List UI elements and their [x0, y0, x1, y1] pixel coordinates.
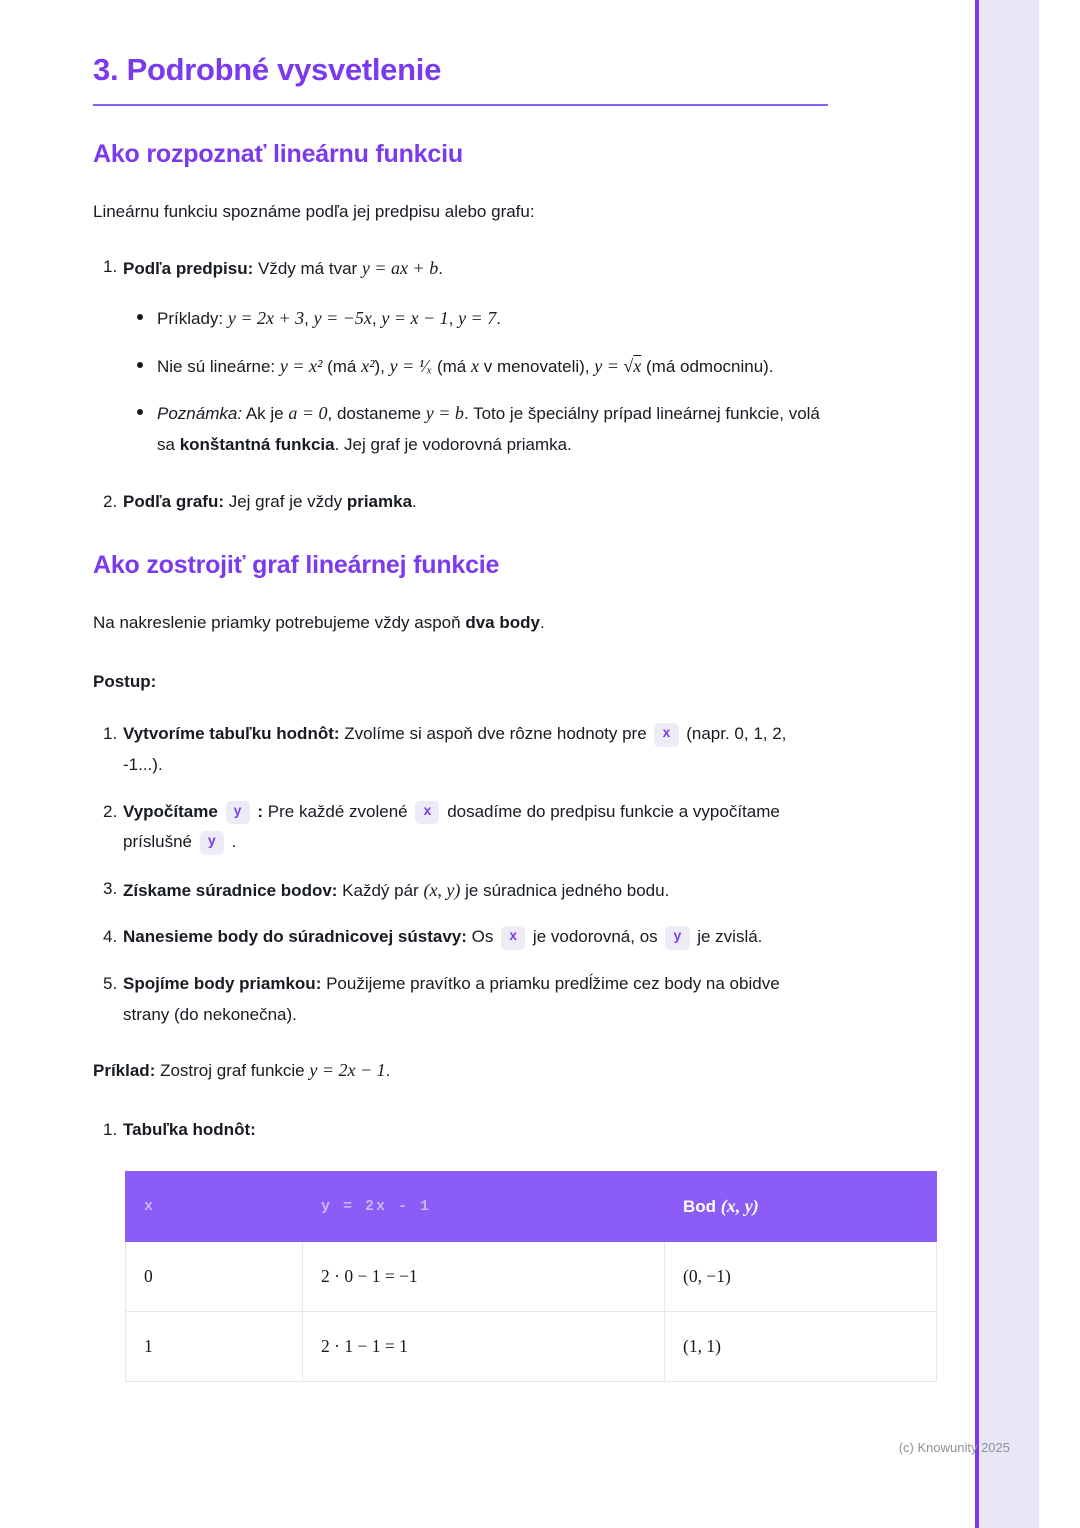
cell-calc-0: 2 · 0 − 1 = −1 [303, 1242, 665, 1312]
bullet-text: Príklady: y = 2x + 3, y = −5x, y = x − 1, y = 7. [157, 308, 501, 329]
cell-calc-1: 2 · 1 − 1 = 1 [303, 1312, 665, 1382]
document-content [93, 52, 828, 1382]
numbered-item-graf [93, 487, 828, 518]
copyright-note: (c) Knowunity 2025 [898, 1440, 1010, 1455]
title-underline [93, 104, 828, 106]
section-heading-recognize: Ako rozpoznať lineárnu funkciu [93, 140, 463, 168]
cell-point-1: (1, 1) [665, 1312, 937, 1382]
table-header-x: x [126, 1172, 303, 1242]
values-table-wrap [125, 1171, 828, 1382]
cell-point-0: (0, −1) [665, 1242, 937, 1312]
step-text: Spojíme body priamkou: Použijeme pravítko a priamku predĺžime cez body na obidve strany (do nekonečna). [123, 973, 780, 1024]
values-table [125, 1171, 937, 1382]
list-number: 5. [103, 973, 118, 993]
step-text: Nanesieme body do súradnicovej sústavy: Os x je vodorovná, os y je zvislá. [123, 922, 828, 953]
numbered-item-predpis [93, 252, 828, 285]
predpis-bullet-list [93, 302, 828, 460]
table-header-formula: y = 2x - 1 [303, 1172, 665, 1242]
bullet-item-priklady [93, 302, 828, 335]
postup-label: Postup: [93, 671, 157, 691]
bullet-item-nie-su-linearne [93, 350, 828, 383]
construct-intro: Na nakreslenie priamky potrebujeme vždy aspoň dva body. [93, 613, 545, 633]
numbered-item-text: Podľa grafu: Jej graf je vždy priamka. [123, 491, 417, 511]
table-label: Tabuľka hodnôt: [123, 1119, 256, 1139]
step-item-5 [93, 969, 828, 1030]
list-number: 2. [103, 491, 118, 511]
list-number: 1. [103, 256, 118, 276]
step-text: Vytvoríme tabuľku hodnôt: Zvolíme si aspoň dve rôzne hodnoty pre x (napr. 0, 1, 2, -1...). [123, 724, 787, 774]
bullet-item-poznamka [93, 397, 828, 460]
postup-steps [93, 719, 828, 1030]
page-title: 3. Podrobné vysvetlenie [93, 52, 442, 87]
step-item-2 [93, 797, 828, 858]
list-number: 3. [103, 878, 118, 898]
list-number: 2. [103, 801, 118, 821]
table-label-item [93, 1115, 828, 1146]
right-margin-strip [975, 0, 1039, 1528]
cell-x-0: 0 [126, 1242, 303, 1312]
step-item-4 [93, 922, 828, 953]
list-number: 1. [103, 724, 118, 744]
list-number: 4. [103, 927, 118, 947]
bullet-text: Poznámka: Ak je a = 0, dostaneme y = b. Toto je špeciálny prípad lineárnej funkcie, volá sa konštantná funkcia. Jej graf je vodorovná priamka. [157, 403, 820, 454]
step-text: Vypočítame y : Pre každé zvolené x dosadíme do predpisu funkcie a vypočítame príslušné y . [123, 797, 828, 858]
list-number: 1. [103, 1119, 118, 1139]
table-row-1 [126, 1312, 937, 1382]
step-text: Získame súradnice bodov: Každý pár (x, y) je súradnica jedného bodu. [123, 879, 670, 900]
bullet-dot [137, 409, 143, 415]
numbered-item-text: Podľa predpisu: Vždy má tvar y = ax + b. [123, 257, 443, 278]
bullet-text: Nie sú lineárne: y = x² (má x²), y = ¹⁄ₓ (má x v menovateli), y = √x (má odmocninu). [157, 355, 774, 376]
step-item-1 [93, 719, 828, 780]
table-header-row [126, 1172, 937, 1242]
example-line: Príklad: Zostroj graf funkcie y = 2x − 1. [93, 1060, 391, 1081]
cell-x-1: 1 [126, 1312, 303, 1382]
section-heading-construct: Ako zostrojiť graf lineárnej funkcie [93, 551, 500, 580]
table-row-0 [126, 1242, 937, 1312]
recognize-intro: Lineárnu funkciu spoznáme podľa jej predpisu alebo grafu: [93, 202, 535, 221]
step-item-3 [93, 874, 828, 907]
bullet-dot [137, 362, 143, 368]
table-header-bod: Bod (x, y) [665, 1172, 937, 1242]
bullet-dot [137, 314, 143, 320]
